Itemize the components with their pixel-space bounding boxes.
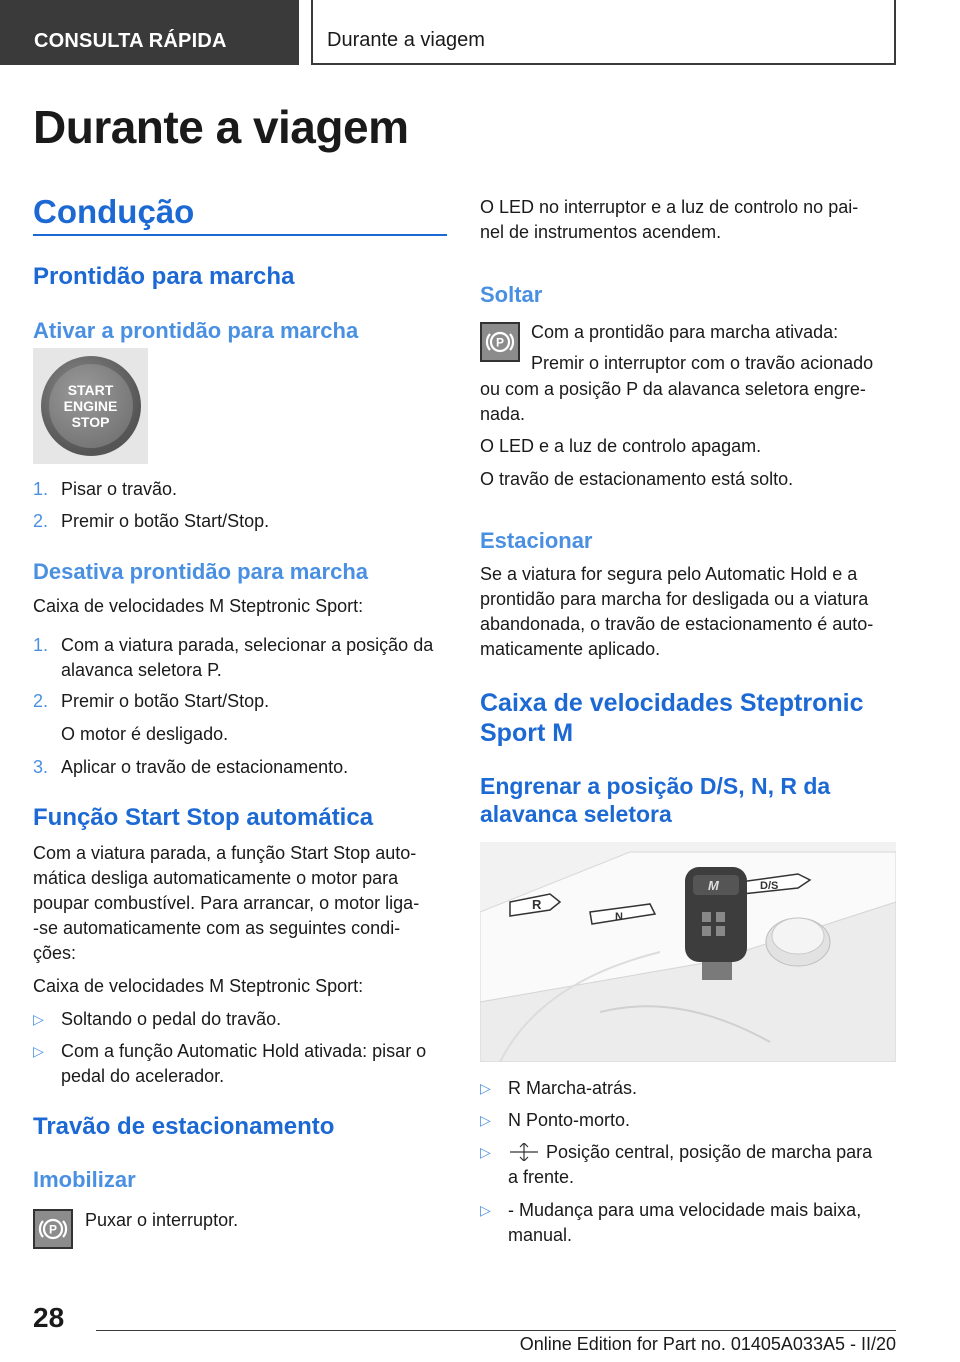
heading-parking-brake: Travão de estacionamento	[33, 1113, 335, 1140]
step-number: 3.	[33, 757, 49, 777]
start-label: START	[67, 382, 114, 398]
bullet-triangle-icon: ▷	[480, 1112, 491, 1128]
step-text: Premir o botão Start/Stop.	[61, 691, 270, 711]
bullet-triangle-icon: ▷	[33, 1043, 44, 1059]
bullet-text: pedal do acelerador.	[61, 1066, 225, 1086]
step-text: Aplicar o travão de estacionamento.	[61, 757, 349, 777]
bullet-triangle-icon: ▷	[480, 1202, 491, 1218]
release-line-1: Com a prontidão para marcha ativada:	[531, 322, 839, 342]
heading-release: Soltar	[480, 282, 543, 307]
section-heading-driving: Condução	[33, 193, 195, 230]
auto-start-stop-text: Com a viatura parada, a função Start Stop auto- mática desliga automaticamente o motor para poupar combustível. Para arrancar, o motor liga- -se automaticamente com as seguintes condi- ções:	[33, 843, 420, 963]
footer-edition: Online Edition for Part no. 01405A033A5 - II/20	[519, 1334, 896, 1354]
step-text: Premir o botão Start/Stop.	[61, 511, 270, 531]
auto-start-stop-intro: Caixa de velocidades M Steptronic Sport:	[33, 976, 364, 996]
list-item	[33, 689, 447, 714]
gear-label-n: N	[615, 911, 623, 923]
deactivate-intro: Caixa de velocidades M Steptronic Sport:	[33, 596, 364, 616]
list-item	[33, 477, 447, 502]
bullet-triangle-icon: ▷	[33, 1011, 44, 1027]
step-text: Pisar o travão.	[61, 479, 178, 499]
heading-park: Estacionar	[480, 528, 593, 553]
parking-brake-icon	[480, 322, 520, 362]
bullet-text: Com a função Automatic Hold ativada: pisar o	[61, 1041, 427, 1061]
stop-label: STOP	[71, 414, 110, 430]
list-item	[33, 509, 447, 534]
step-subtext: O motor é desligado.	[61, 724, 229, 744]
gear-label-ds: D/S	[760, 880, 779, 892]
start-engine-stop-button-image	[33, 348, 148, 464]
page-title: Durante a viagem	[33, 101, 409, 153]
gear-label-r: R	[532, 897, 542, 912]
release-brake: O travão de estacionamento está solto.	[480, 469, 794, 489]
list-item	[33, 633, 453, 683]
release-text: ou com a posição P da alavanca seletora engre- nada.	[480, 379, 866, 424]
heading-gearbox: Caixa de velocidades Steptronic Sport M	[480, 689, 864, 747]
gear-selector-image	[480, 842, 896, 1062]
bullet-text: Posição central, posição de marcha para	[546, 1142, 873, 1162]
bullet-text: - Mudança para uma velocidade mais baixa,	[508, 1200, 862, 1220]
release-led: O LED e a luz de controlo apagam.	[480, 436, 762, 456]
gear-position-icon	[508, 1143, 540, 1161]
bullet-triangle-icon: ▷	[480, 1080, 491, 1096]
heading-readiness: Prontidão para marcha	[33, 263, 295, 290]
bullet-text: R Marcha-atrás.	[508, 1078, 638, 1098]
step-text: Com a viatura parada, selecionar a posição da	[61, 635, 434, 655]
bullet-triangle-icon: ▷	[480, 1144, 491, 1160]
svg-text:P: P	[48, 1222, 58, 1237]
list-item	[33, 1007, 447, 1032]
step-number: 2.	[33, 511, 49, 531]
immobilize-text: Puxar o interruptor.	[85, 1210, 239, 1230]
bullet-text: manual.	[508, 1225, 573, 1245]
engine-label: ENGINE	[63, 398, 118, 414]
list-item	[480, 1076, 896, 1101]
list-item	[480, 1140, 900, 1190]
header-chapter-tab: Durante a viagem	[311, 0, 896, 65]
step-number: 1.	[33, 479, 49, 499]
bullet-text: Soltando o pedal do travão.	[61, 1009, 282, 1029]
bullet-text: a frente.	[508, 1167, 575, 1187]
list-item	[480, 1108, 896, 1133]
heading-activate-readiness: Ativar a prontidão para marcha	[33, 318, 359, 343]
list-item	[480, 1198, 900, 1248]
step-number: 1.	[33, 635, 49, 655]
step-number: 2.	[33, 691, 49, 711]
header-section-tab: CONSULTA RÁPIDA	[0, 0, 299, 65]
release-line-2: Premir o interruptor com o travão acionado	[531, 353, 874, 373]
svg-text:P: P	[495, 335, 505, 350]
heading-immobilize: Imobilizar	[33, 1167, 136, 1192]
heading-auto-start-stop: Função Start Stop automática	[33, 804, 374, 831]
gear-knob-logo: M	[708, 878, 719, 893]
heading-engage-positions: Engrenar a posição D/S, N, R da alavanca seletora	[480, 773, 831, 827]
list-item	[33, 755, 447, 780]
parking-brake-icon	[33, 1209, 73, 1249]
step-text: alavanca seletora P.	[61, 660, 222, 680]
bullet-text: N Ponto-morto.	[508, 1110, 631, 1130]
footer-rule	[96, 1330, 896, 1331]
led-text: O LED no interruptor e a luz de controlo no pai- nel de instrumentos acendem.	[480, 197, 859, 242]
heading-deactivate-readiness: Desativa prontidão para marcha	[33, 559, 369, 584]
park-text: Se a viatura for segura pelo Automatic Hold e a prontidão para marcha for desligada ou a viatura abandonada, o travão de estacionamento é auto- maticamente aplicado.	[480, 564, 874, 659]
list-item	[33, 1039, 453, 1089]
section-rule	[33, 234, 447, 236]
page-number: 28	[33, 1302, 65, 1333]
